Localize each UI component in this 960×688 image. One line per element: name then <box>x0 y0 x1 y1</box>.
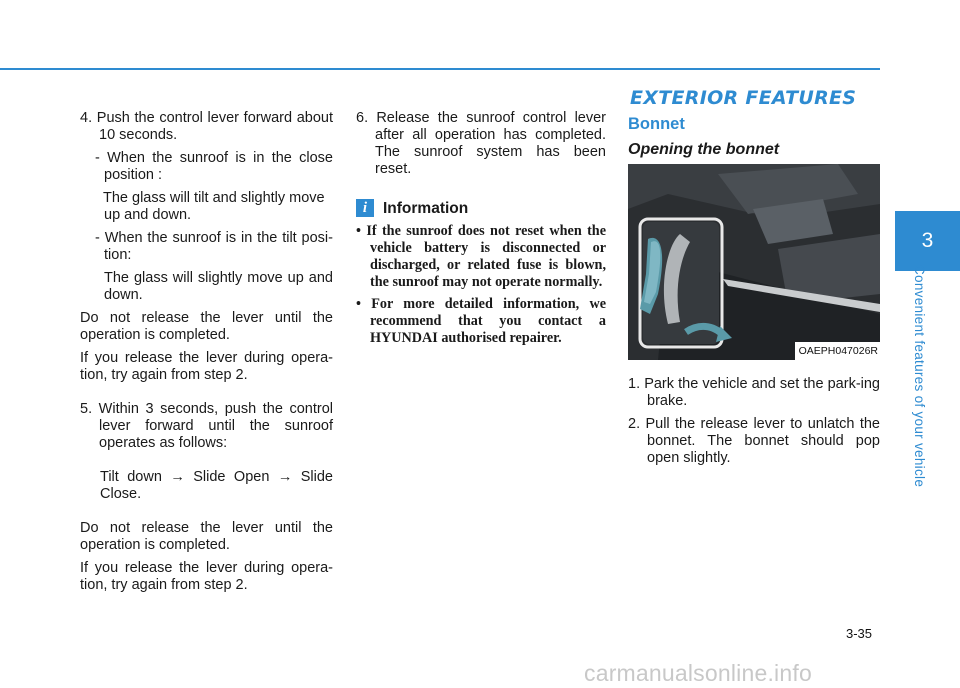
watermark: carmanualsonline.info <box>584 660 812 686</box>
information-list <box>356 223 606 347</box>
left-column <box>80 110 333 594</box>
section-title: EXTERIOR FEATURES <box>630 87 857 109</box>
step-4: 4. Push the control lever forward about 10 seconds. <box>80 110 333 143</box>
bonnet-release-lever-photo <box>628 164 880 360</box>
chapter-title: Convenient features of your vehicle <box>912 265 927 488</box>
chapter-tab: 3 <box>895 211 960 271</box>
procedure-heading: Opening the bonnet <box>628 141 780 158</box>
information-header <box>356 199 606 217</box>
closed-result: The glass will tilt and slightly move up and down. <box>103 190 325 223</box>
step-6: 6. Release the sunroof control lever after all operation has completed. The sunroof system has been reset. <box>356 110 606 177</box>
subsection-title: Bonnet <box>628 115 685 133</box>
bonnet-release-lever-illustration <box>628 164 880 360</box>
information-bullet: • If the sunroof does not reset when the vehicle battery is disconnected or discharged, or related fuse is blown, the sunroof may not operate normally. <box>356 223 606 290</box>
information-bullet: • For more detailed information, we recommend that you contact a HYUNDAI authorised repairer. <box>356 296 606 346</box>
tilt-condition: - When the sunroof is in the tilt posi-tion: <box>95 230 333 263</box>
closed-condition: - When the sunroof is in the close position : <box>95 150 333 183</box>
middle-column <box>356 110 606 347</box>
bonnet-step-2: 2. Pull the release lever to unlatch the bonnet. The bonnet should pop open slightly. <box>628 416 880 466</box>
information-icon: i <box>356 199 374 217</box>
information-title: Information <box>383 199 469 217</box>
retry-note-2: If you release the lever during opera-tion, try again from step 2. <box>80 560 333 593</box>
page-number: 3-35 <box>846 626 873 641</box>
do-not-release-note-1: Do not release the lever until the operation is completed. <box>80 310 333 343</box>
bonnet-step-1: 1. Park the vehicle and set the park-ing brake. <box>628 376 880 409</box>
header-rule <box>0 68 880 70</box>
figure-code: OAEPH047026R <box>795 342 880 360</box>
operation-sequence: Tilt down → Slide Open → Slide Close. <box>100 469 333 502</box>
tilt-result: The glass will slightly move up and down. <box>104 270 333 303</box>
right-column <box>628 87 880 467</box>
do-not-release-note-2: Do not release the lever until the operation is completed. <box>80 520 333 553</box>
step-5: 5. Within 3 seconds, push the control lever forward until the sunroof operates as follows: <box>80 401 333 451</box>
retry-note-1: If you release the lever during opera-tion, try again from step 2. <box>80 350 333 383</box>
